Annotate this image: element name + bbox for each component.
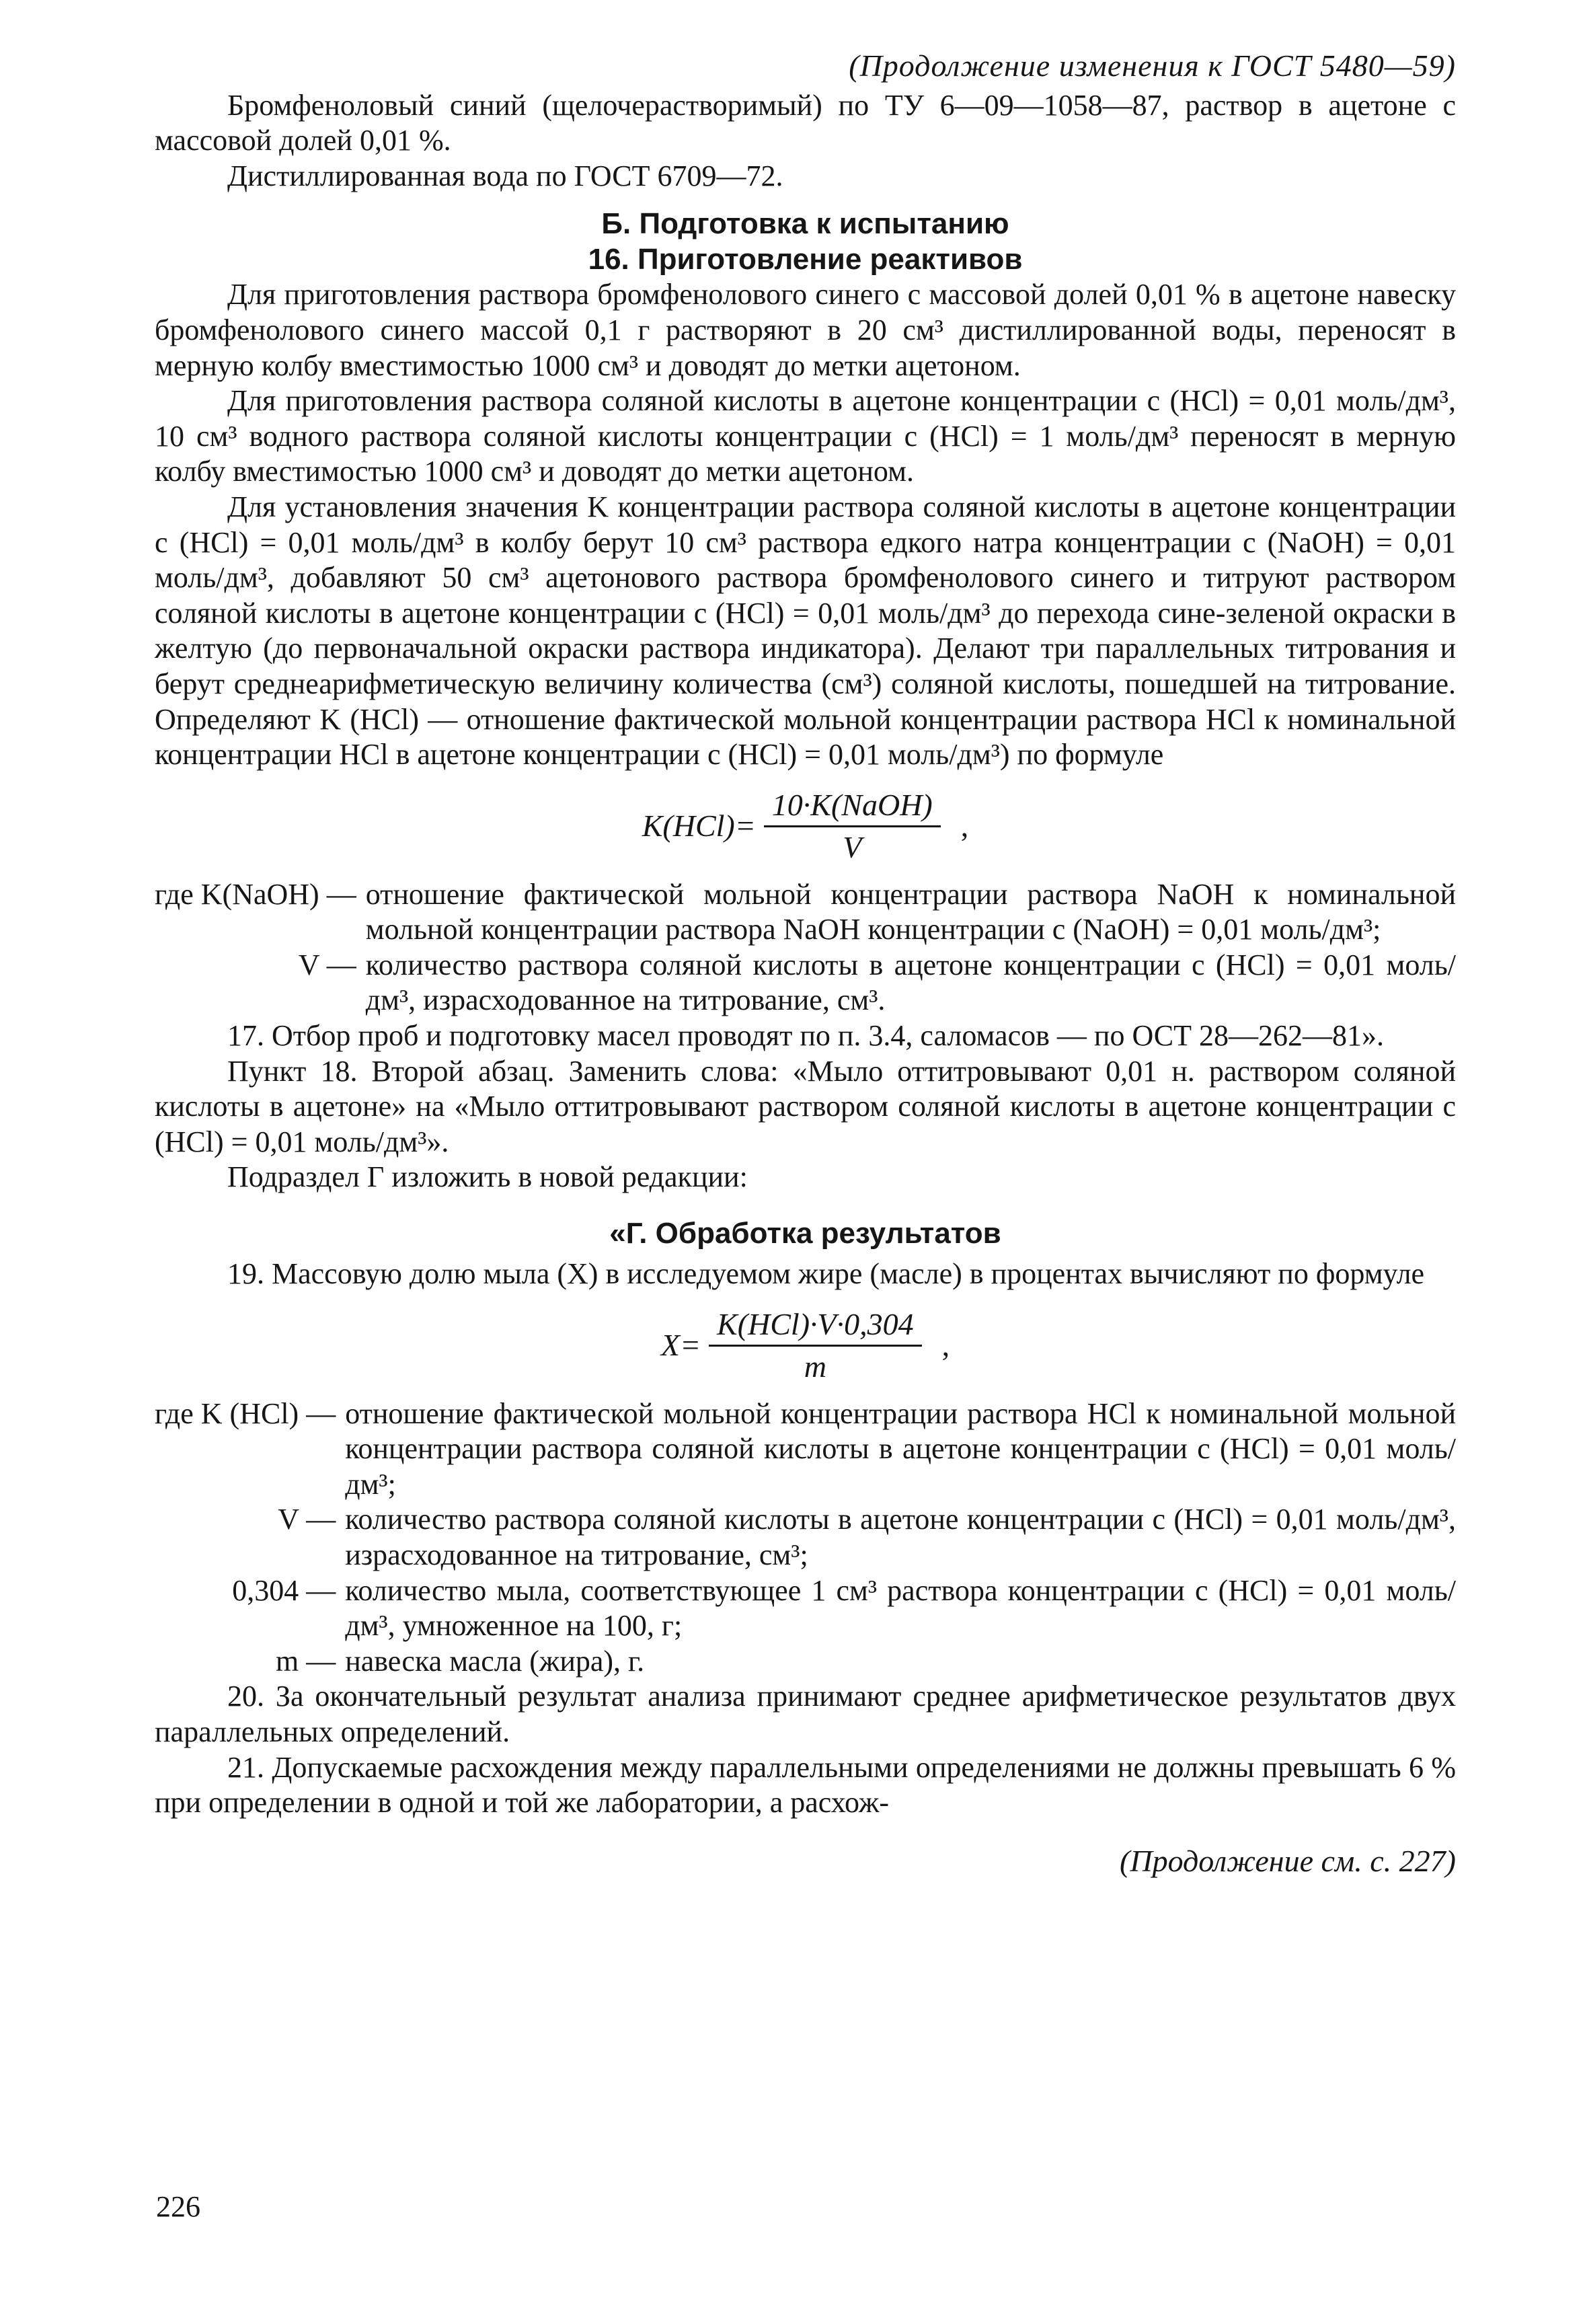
formula-denominator: m <box>804 1349 826 1384</box>
body-paragraph: Для установления значения K концентрации раствора соляной кислоты в ацетоне концентрации c (HCl) = 0,01 моль/дм³ в колбу берут 10 см³ раствора едкого натра концентрации c (NaOH) = 0,01 моль/дм³, добавляют 50 см³ ацетонового раствора бромфенолового синего и титруют раствором соляной кислоты в ацетоне концентрации c (HCl) = 0,01 моль/дм³ до перехода сине-зеленой окраски в желтую (до первоначальной окраски раствора индикатора). Делают три параллельных титрования и берут среднеарифметическую величину количества (см³) соляной кислоты, пошедшей на титрование. Определяют K (HCl) — отношение фактической мольной концентрации раствора HCl к номинальной концентрации HCl в ацетоне концентрации c (HCl) = 0,01 моль/дм³) по формуле <box>155 490 1456 772</box>
continuation-header: (Продолжение изменения к ГОСТ 5480—59) <box>849 48 1456 83</box>
formula-fraction <box>709 1306 922 1386</box>
formula-numerator: 10·K(NaOH) <box>764 786 941 827</box>
document-page <box>155 48 1456 1879</box>
where-description: навеска масла (жира), г. <box>345 1644 645 1678</box>
formula-comma: , <box>960 808 969 843</box>
formula-k-hcl <box>155 786 1456 866</box>
body-paragraph: Для приготовления раствора соляной кислоты в ацетоне концентрации c (HCl) = 0,01 моль/дм³, 10 см³ водного раствора соляной кислоты концентрации c (HCl) = 1 моль/дм³ переносят в мерную колбу вместимостью 1000 см³ и доводят до метки ацетоном. <box>155 384 1456 488</box>
formula-x <box>155 1306 1456 1386</box>
body-paragraph: 21. Допускаемые расхождения между параллельными определениями не должны превышать 6 % при определении в одной и той же лаборатории, а расхож- <box>155 1750 1456 1820</box>
body-paragraph: 19. Массовую долю мыла (X) в исследуемом жире (масле) в процентах вычисляют по формуле <box>227 1257 1425 1291</box>
formula-lhs: X= <box>660 1327 701 1362</box>
section-16-heading: 16. Приготовление реактивов <box>588 243 1023 276</box>
where-description: количество раствора соляной кислоты в ацетоне концентрации c (HCl) = 0,01 моль/дм³, израсходованное на титрование, см³; <box>345 1503 1456 1571</box>
where-term: где K (HCl) — <box>155 1396 336 1430</box>
section-b-heading: Б. Подготовка к испытанию <box>601 207 1009 241</box>
body-paragraph: 17. Отбор проб и подготовку масел проводят по п. 3.4, саломасов — по ОСТ 28—262—81». <box>227 1019 1384 1053</box>
reagent-paragraph: Дистиллированная вода по ГОСТ 6709—72. <box>227 159 783 192</box>
body-paragraph: Пункт 18. Второй абзац. Заменить слова: «Мыло оттитровывают 0,01 н. раствором соляной кислоты в ацетоне» на «Мыло оттитровывают раствором соляной кислоты в ацетоне концентрации c (HCl) = 0,01 моль/дм³». <box>155 1054 1456 1158</box>
where-term: m — <box>275 1644 336 1678</box>
section-g-heading: «Г. Обработка результатов <box>609 1217 1001 1250</box>
where-description: количество мыла, соответствующее 1 см³ раствора концентрации c (HCl) = 0,01 моль/дм³, умноженное на 100, г; <box>345 1573 1456 1643</box>
formula-fraction <box>764 786 941 866</box>
body-paragraph: Для приготовления раствора бромфенолового синего с массовой долей 0,01 % в ацетоне навеску бромфенолового синего массой 0,1 г растворяют в 20 см³ дистиллированной воды, переносят в мерную колбу вместимостью 1000 см³ и доводят до метки ацетоном. <box>155 278 1456 382</box>
formula-denominator: V <box>843 829 862 864</box>
formula-numerator: K(HCl)·V·0,304 <box>709 1306 922 1347</box>
where-term: V — <box>278 1503 336 1536</box>
body-paragraph: Подраздел Г изложить в новой редакции: <box>227 1160 748 1194</box>
formula-comma: , <box>941 1327 950 1362</box>
body-paragraph: 20. За окончательный результат анализа принимают среднее арифметическое результатов двух параллельных определений. <box>155 1680 1456 1748</box>
formula-lhs: K(HCl)= <box>642 808 756 843</box>
where-term: где K(NaOH) — <box>155 877 356 911</box>
where-description: отношение фактической мольной концентрации раствора HCl к номинальной мольной концентрации раствора соляной кислоты в ацетоне концентрации c (HCl) = 0,01 моль/дм³; <box>345 1396 1456 1501</box>
where-list <box>155 1396 1456 1680</box>
where-description: количество раствора соляной кислоты в ацетоне концентрации c (HCl) = 0,01 моль/дм³, израсходованное на титрование, см³. <box>365 948 1456 1017</box>
page-number: 226 <box>156 2190 200 2223</box>
where-term: 0,304 — <box>232 1573 336 1607</box>
reagent-paragraph: Бромфеноловый синий (щелочерастворимый) по ТУ 6—09—1058—87, раствор в ацетоне с массовой долей 0,01 %. <box>155 88 1456 157</box>
where-description: отношение фактической мольной концентрации раствора NaOH к номинальной мольной концентрации раствора NaOH концентрации c (NaOH) = 0,01 моль/дм³; <box>365 877 1456 946</box>
continuation-footer: (Продолжение см. с. 227) <box>1120 1843 1456 1878</box>
where-term: V — <box>298 948 356 981</box>
where-list <box>155 877 1456 1018</box>
